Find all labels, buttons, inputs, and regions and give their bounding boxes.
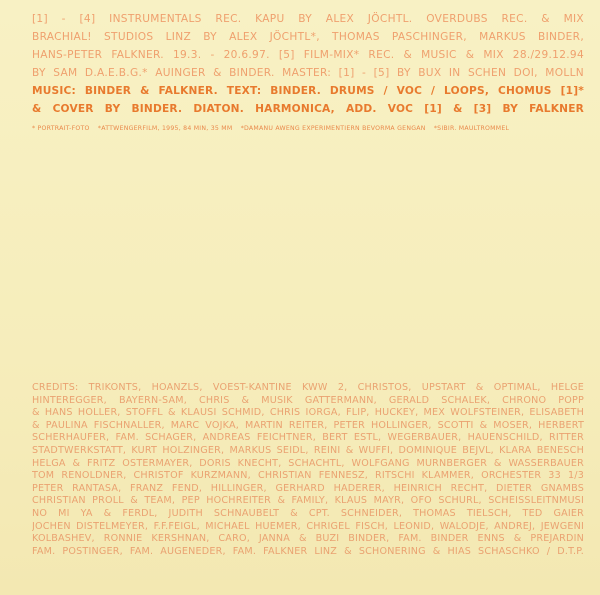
credits-line: PETER RANTASA, FRANZ FEND, HILLINGER, GERHARD HADERER, HEINRICH RECHT, DIETER GNAMBS [32, 482, 584, 494]
credits-line: JOCHEN DISTELMEYER, F.F.FEIGL, MICHAEL HUEMER, CHRIGEL FISCH, LEONID, WALODJE, ANDREJ, JEWGENI [32, 520, 584, 532]
recording-line: BRACHIAL! STUDIOS LINZ BY ALEX JÖCHTL*, THOMAS PASCHINGER, MARKUS BINDER, [32, 31, 584, 43]
music-line: MUSIC: BINDER & FALKNER. TEXT: BINDER. DRUMS / VOC / LOOPS, CHOMUS [1]* [32, 85, 584, 97]
credits-line: SCHERHAUFER, FAM. SCHAGER, ANDREAS FEICHTNER, BERT ESTL, WEGERBAUER, HAUENSCHILD, RITTER [32, 432, 584, 444]
credits-line: STADTWERKSTATT, KURT HOLZINGER, MARKUS SEIDL, REINI & WUFFI, DOMINIQUE BEJVL, KLARA BENESCH [32, 444, 584, 456]
music-line: & COVER BY BINDER. DIATON. HARMONICA, ADD. VOC [1] & [3] BY FALKNER [32, 103, 584, 115]
credits-line: TOM RENOLDNER, CHRISTOF KURZMANN, CHRISTIAN FENNESZ, RITSCHI KLAMMER, ORCHESTER 33 1/3 [32, 470, 584, 482]
recording-line: [1] - [4] INSTRUMENTALS REC. KAPU BY ALEX JÖCHTL. OVERDUBS REC. & MIX [32, 13, 584, 25]
credits-line: & HANS HOLLER, STOFFL & KLAUSI SCHMID, CHRIS IORGA, FLIP, HUCKEY, MEX WOLFSTEINER, ELISABETH [32, 407, 584, 419]
footnote: *ATTWENGERFILM, 1995, 84 MIN, 35 MM [97, 125, 233, 132]
recording-notes [32, 10, 584, 118]
credits-line: NO MI YA & FERDL, JUDITH SCHNAUBELT & CPT. SCHNEIDER, THOMAS TIELSCH, TED GAIER [32, 507, 584, 519]
footnote: *DAMANU AWENG EXPERIMENTIERN BEVORMA GENGAN [240, 125, 426, 132]
credits-line: HELGA & FRITZ OSTERMAYER, DORIS KNECHT, SCHACHTL, WOLFGANG MURNBERGER & WASSERBAUER [32, 457, 584, 469]
credits-line: & PAULINA FISCHNALLER, MARC VOJKA, MARTIN REITER, PETER HOLLINGER, SCOTTI & MOSER, HERBERT [32, 419, 584, 431]
footnotes [32, 125, 584, 133]
footnote: *SIBIR. MAULTROMMEL [433, 125, 510, 132]
credits [32, 382, 584, 558]
recording-line: HANS-PETER FALKNER. 19.3. - 20.6.97. [5] FILM-MIX* REC. & MUSIC & MIX 28./29.12.94 [32, 49, 584, 61]
credits-line: CREDITS: TRIKONTS, HOANZLS, VÖEST-KANTINE KWW 2, CHRISTOS, UPSTART & OPTIMAL, HELGE [32, 382, 584, 393]
recording-line: BY SAM D.A.E.B.G.* AUINGER & BINDER. MASTER: [1] - [5] BY BUX IN SCHEN DOI, MOLLN [32, 67, 584, 79]
credits-line: KOLBASHEV, RONNIE KERSHNAN, CARO, JANNA & BUZI BINDER, FAM. BINDER ENNS & PREJARDIN [32, 533, 584, 545]
credits-line: CHRISTIAN PRÖLL & TEAM, PEP HOCHREITER & FAMILY, KLAUS MAYR, OFÖ SCHURL, SCHEISSLEITNMUSI [32, 495, 584, 507]
credits-line: HINTEREGGER, BAYERN-SAM, CHRIS & MUSIK GATTERMANN, GERALD SCHALEK, CHRONO POPP [32, 394, 584, 406]
credits-line: FAM. PÖSTINGER, FAM. AUGENEDER, FAM. FALKNER LINZ & SCHÖNERING & HIAS SCHASCHKO / D.T.P. [32, 545, 584, 557]
footnote: * PORTRAIT-FOTO [32, 125, 90, 132]
